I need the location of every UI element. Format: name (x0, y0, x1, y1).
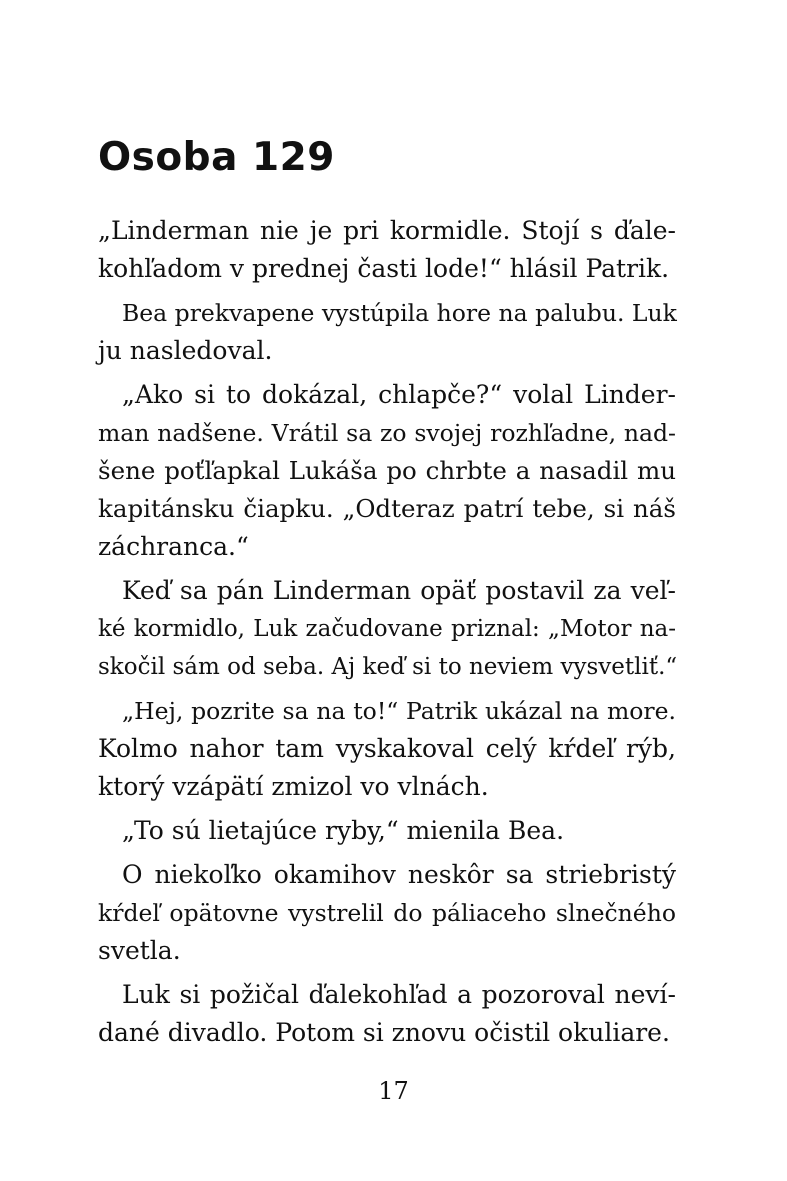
paragraph (98, 376, 676, 566)
paragraph (98, 976, 676, 1052)
text-line: Keď sa pán Linderman opäť postavil za veľ- (122, 576, 676, 605)
chapter-title: Osoba 129 (98, 135, 335, 180)
chapter-body (98, 212, 676, 1058)
text-line: dané divadlo. Potom si znovu očistil okuliare. (98, 1018, 670, 1047)
text-line: Luk si požičal ďalekohľad a pozoroval neví- (122, 980, 676, 1009)
text-line: kapitánsku čiapku. „Odteraz patrí tebe, si náš (98, 494, 676, 523)
paragraph (98, 294, 676, 370)
text-line: Kolmo nahor tam vyskakoval celý kŕdeľ rýb, (98, 734, 676, 763)
text-line: „To sú lietajúce ryby,“ mienila Bea. (122, 816, 565, 845)
text-line: kohľadom v prednej časti lode!“ hlásil Patrik. (98, 254, 670, 283)
text-line: svetla. (98, 936, 181, 965)
text-line: ktorý vzápätí zmizol vo vlnách. (98, 772, 489, 801)
text-line: ké kormidlo, Luk začudovane priznal: „Motor na- (98, 616, 676, 642)
paragraph (98, 212, 676, 288)
page-number: 17 (378, 1077, 409, 1105)
paragraph (98, 856, 676, 970)
text-line: „Linderman nie je pri kormidle. Stojí s ďale- (98, 216, 676, 245)
text-line: kŕdeľ opätovne vystrelil do páliaceho slnečného (98, 899, 676, 927)
text-line: Bea prekvapene vystúpila hore na palubu. Luk (122, 299, 677, 327)
text-line: skočil sám od seba. Aj keď si to neviem vysvetliť.“ (98, 654, 678, 680)
paragraph (98, 572, 676, 686)
text-line: šene poťľapkal Lukáša po chrbte a nasadil mu (98, 456, 676, 485)
text-line: „Hej, pozrite sa na to!“ Patrik ukázal na more. (122, 697, 676, 725)
text-line: ju nasledoval. (98, 336, 273, 365)
text-line: O niekoľko okamihov neskôr sa striebristý (122, 860, 676, 889)
text-line: man nadšene. Vrátil sa zo svojej rozhľadne, nad- (98, 419, 676, 447)
paragraph (98, 812, 676, 850)
paragraph (98, 692, 676, 806)
text-line: „Ako si to dokázal, chlapče?“ volal Linder- (122, 380, 676, 409)
text-line: záchranca.“ (98, 532, 249, 561)
